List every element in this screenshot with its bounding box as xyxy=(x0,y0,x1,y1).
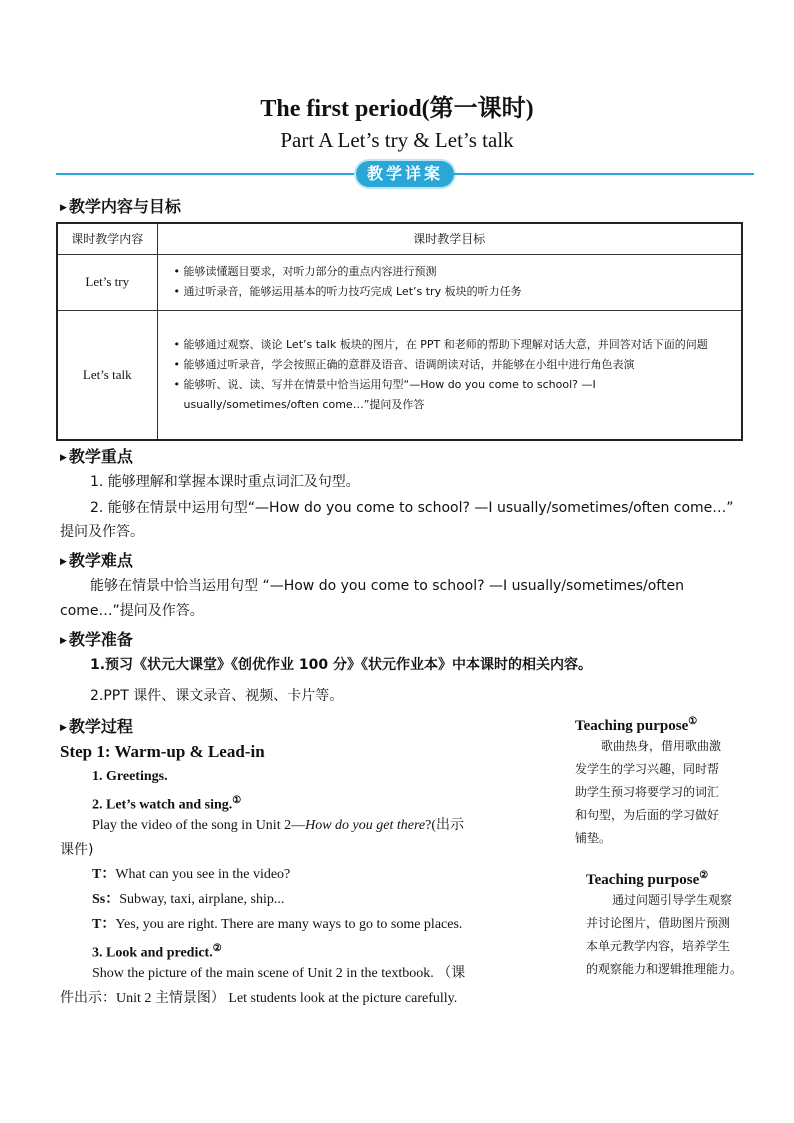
show-picture-line-cont: 件出示：Unit 2 主情景图） Let students look at the picture carefully. xyxy=(60,991,458,1006)
side-note-line: 铺垫。 xyxy=(575,831,612,845)
side-note-line: 通过问题引导学生观察 xyxy=(612,893,733,907)
difficulty-line-1: 能够在情景中恰当运用句型 “—How do you come to school? —I usually/sometimes/often xyxy=(90,578,684,594)
difficulty-line-2: come…”提问及作答。 xyxy=(60,603,204,619)
goal-item: • 能够通过听录音，学会按照正确的意群及语音、语调朗读对话，并能够在小组中进行角色表演 xyxy=(166,355,734,375)
side-note-line: 的观察能力和逻辑推理能力。 xyxy=(586,962,743,976)
side-note-line: 并讨论图片，借助图片预测 xyxy=(586,916,731,930)
banner-line-right xyxy=(454,173,754,175)
preparation-1: 1.预习《状元大课堂》《创优作业 100 分》《状元作业本》中本课时的相关内容。 xyxy=(90,657,593,673)
banner-label: 教学详案 xyxy=(356,161,454,187)
goal-item: • 能够听、说、读、写并在情景中恰当运用句型“—How do you come to school? —I usually/sometimes/often come…”提问及作答 xyxy=(166,375,734,415)
section-heading-difficulties: ▶ 教学难点 xyxy=(60,551,133,570)
section-heading-key-points: ▶ 教学重点 xyxy=(60,447,133,466)
side-note-line: 和句型，为后面的学习做好 xyxy=(575,808,720,822)
step1-title: Step 1: Warm-up & Lead-in xyxy=(60,742,265,761)
side-note-2 xyxy=(576,870,776,981)
side-note-line: 助学生预习将要学习的词汇 xyxy=(575,785,720,799)
page-subtitle: Part A Let’s try & Let’s talk xyxy=(280,128,514,152)
step-item-watch-sing: 2. Let’s watch and sing.① xyxy=(92,795,242,813)
key-point-1: 1. 能够理解和掌握本课时重点词汇及句型。 xyxy=(90,474,360,490)
goal-item: • 能够读懂题目要求，对听力部分的重点内容进行预测 xyxy=(166,262,734,282)
play-video-line: Play the video of the song in Unit 2—How do you get there?(出示 xyxy=(92,818,464,833)
goal-item: • 能够通过观察、谈论 Let’s talk 板块的图片，在 PPT 和老师的帮助下理解对话大意，并回答对话下面的问题 xyxy=(166,335,734,355)
show-picture-line: Show the picture of the main scene of Unit 2 in the textbook. （课 xyxy=(92,966,466,981)
dialogue-line: T：What can you see in the video? xyxy=(92,867,291,882)
footnote-mark: ② xyxy=(212,943,222,954)
table-cell-goals xyxy=(157,310,742,440)
objectives-table xyxy=(56,222,743,441)
section-banner xyxy=(56,160,754,188)
preparation-2: 2.PPT 课件、课文录音、视频、卡片等。 xyxy=(90,688,344,704)
key-point-2-cont: 提问及作答。 xyxy=(60,524,144,540)
step-item-greetings: 1. Greetings. xyxy=(92,769,168,784)
section-heading-preparation: ▶ 教学准备 xyxy=(60,630,133,649)
banner-line-left xyxy=(56,173,356,175)
side-note-heading: Teaching purpose① xyxy=(575,716,698,734)
table-cell-goals xyxy=(157,254,742,310)
side-note-1 xyxy=(575,716,775,850)
table-header-row xyxy=(57,223,742,254)
side-note-line: 发学生的学习兴趣，同时帮 xyxy=(575,762,720,776)
side-note-line: 歌曲热身，借用歌曲激 xyxy=(601,739,722,753)
key-point-2: 2. 能够在情景中运用句型“—How do you come to school? —I usually/sometimes/often come…” xyxy=(90,500,734,516)
dialogue-line: Ss：Subway, taxi, airplane, ship... xyxy=(92,892,285,907)
side-note-line: 本单元教学内容，培养学生 xyxy=(586,939,731,953)
triangle-bullet-icon: ▶ xyxy=(60,722,67,733)
triangle-bullet-icon: ▶ xyxy=(60,202,67,213)
dialogue-line: T：Yes, you are right. There are many ways to go to some places. xyxy=(92,917,463,932)
section-heading-content-goals: ▶ 教学内容与目标 xyxy=(60,197,181,216)
triangle-bullet-icon: ▶ xyxy=(60,635,67,646)
table-row xyxy=(57,310,742,440)
triangle-bullet-icon: ▶ xyxy=(60,452,67,463)
table-cell-content: Let’s try xyxy=(57,254,157,310)
page-title: The first period(第一课时) xyxy=(260,96,534,122)
play-video-line-cont: 课件) xyxy=(60,842,94,858)
side-note-heading: Teaching purpose② xyxy=(586,870,709,888)
table-cell-content: Let’s talk xyxy=(57,310,157,440)
table-row xyxy=(57,254,742,310)
step-item-look-predict: 3. Look and predict.② xyxy=(92,943,222,961)
section-heading-process: ▶ 教学过程 xyxy=(60,717,133,736)
footnote-mark: ① xyxy=(232,795,242,806)
triangle-bullet-icon: ▶ xyxy=(60,556,67,567)
goal-item: • 通过听录音，能够运用基本的听力技巧完成 Let’s try 板块的听力任务 xyxy=(166,282,734,302)
table-header-cell: 课时教学目标 xyxy=(157,223,742,254)
table-header-cell: 课时教学内容 xyxy=(57,223,157,254)
